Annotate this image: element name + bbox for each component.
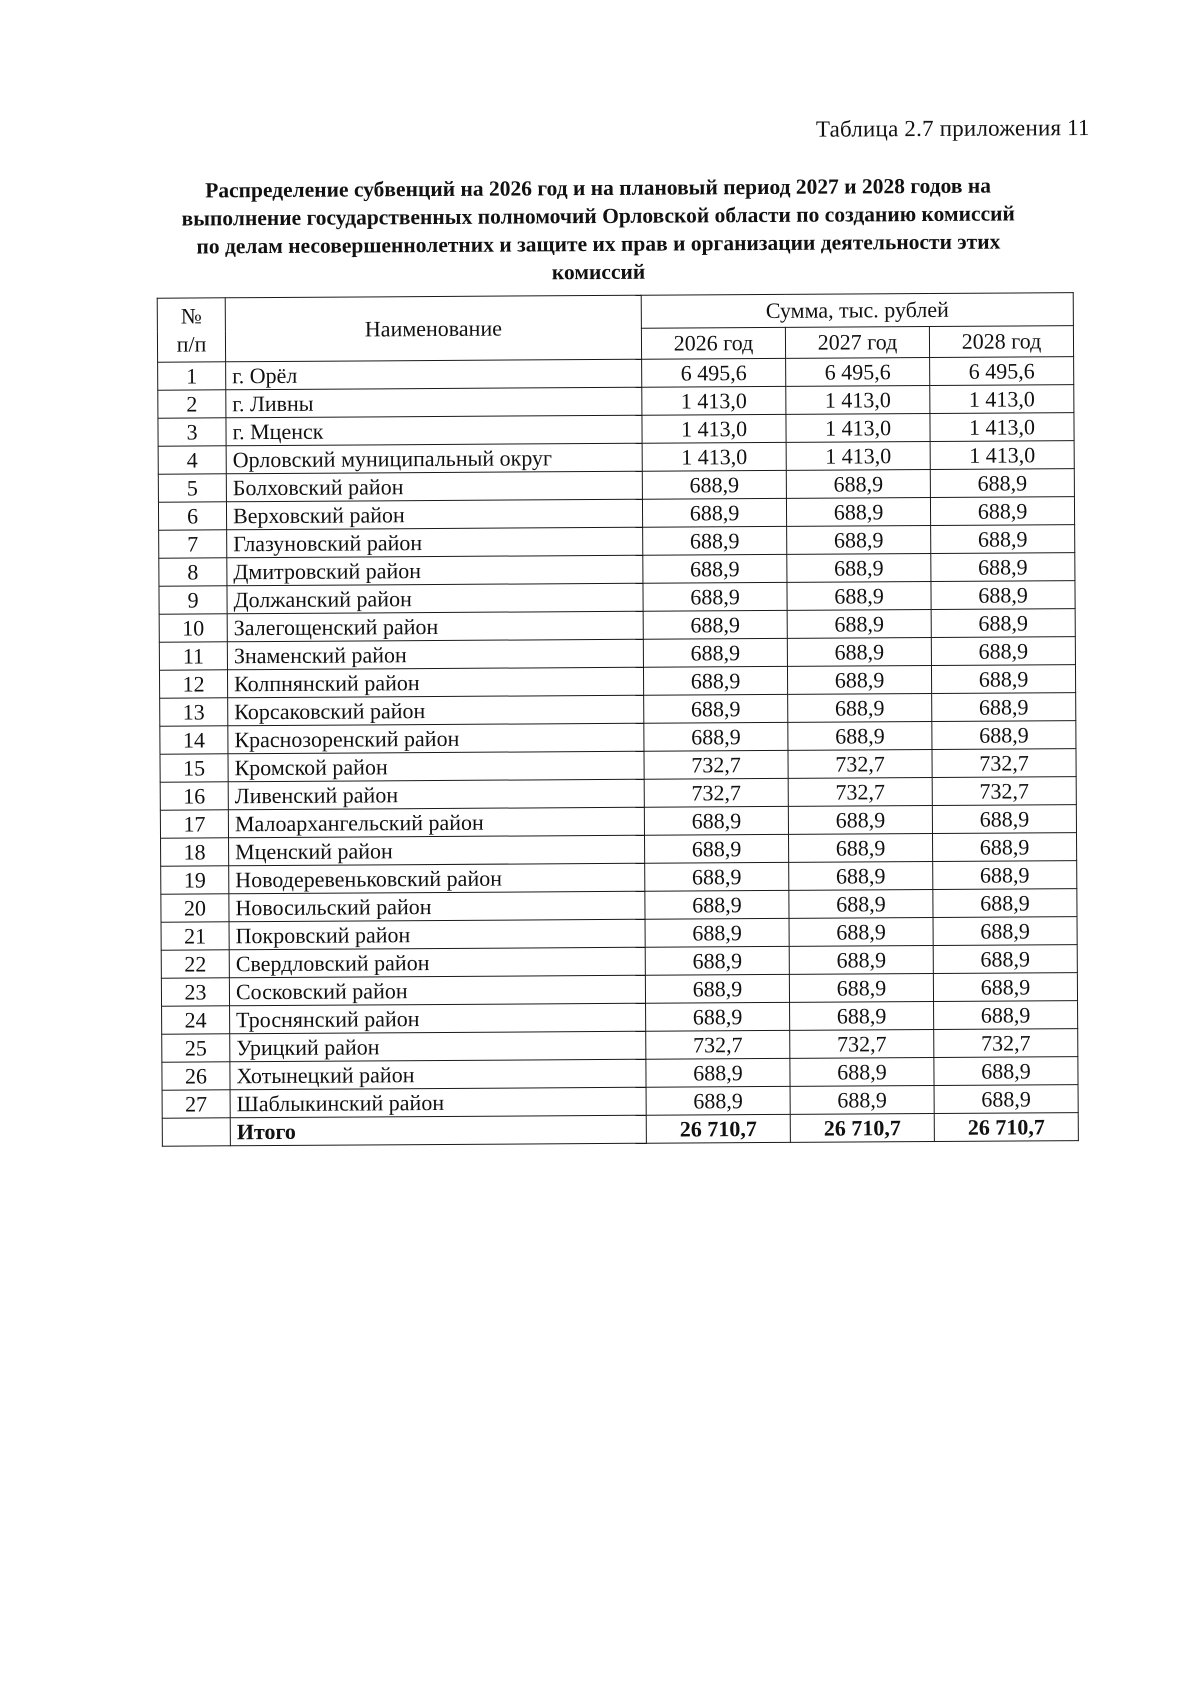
cell-2027: 688,9: [790, 1085, 934, 1114]
table-reference: Таблица 2.7 приложения 11: [815, 115, 1090, 142]
cell-2028: 688,9: [932, 833, 1076, 862]
cell-2027: 688,9: [789, 861, 933, 890]
cell-2027: 688,9: [789, 945, 933, 974]
cell-name: Мценский район: [229, 835, 645, 866]
cell-2027: 732,7: [790, 1029, 934, 1058]
header-num: [157, 298, 225, 362]
cell-2026: 688,9: [646, 1058, 790, 1087]
cell-2027: 688,9: [790, 1057, 934, 1086]
cell-num: 26: [162, 1062, 230, 1090]
cell-name: Краснозоренский район: [228, 723, 644, 754]
cell-num: 22: [161, 950, 229, 978]
cell-2027: 688,9: [789, 973, 933, 1002]
cell-2026: 6 495,6: [642, 358, 786, 387]
cell-2026: 732,7: [644, 750, 788, 779]
cell-2026: 688,9: [643, 638, 787, 667]
cell-2026: 688,9: [643, 554, 787, 583]
total-cell-2028: 26 710,7: [934, 1113, 1078, 1142]
total-cell-2026: 26 710,7: [646, 1114, 790, 1143]
cell-num: 15: [160, 754, 228, 782]
cell-num: 16: [160, 782, 228, 810]
cell-2028: 1 413,0: [930, 441, 1074, 470]
subvention-table: [157, 292, 1079, 1147]
cell-2028: 688,9: [933, 973, 1077, 1002]
cell-2028: 688,9: [934, 1057, 1078, 1086]
cell-2026: 688,9: [643, 526, 787, 555]
cell-name: Покровский район: [229, 919, 645, 950]
header-num-label: № п/п: [176, 302, 207, 357]
cell-name: г. Ливны: [226, 387, 642, 418]
cell-name: Дмитровский район: [227, 555, 643, 586]
cell-2027: 688,9: [788, 833, 932, 862]
cell-2027: 1 413,0: [786, 413, 930, 442]
cell-num: 27: [162, 1090, 230, 1118]
cell-2028: 688,9: [930, 497, 1074, 526]
title-line: комиссий: [551, 259, 646, 285]
cell-2026: 688,9: [644, 722, 788, 751]
cell-2026: 1 413,0: [642, 386, 786, 415]
cell-2028: 688,9: [932, 721, 1076, 750]
cell-name: Залегощенский район: [227, 611, 643, 642]
cell-name: Кромской район: [228, 751, 644, 782]
cell-name: г. Орёл: [226, 359, 642, 390]
cell-2027: 1 413,0: [786, 385, 930, 414]
cell-2026: 688,9: [646, 1002, 790, 1031]
cell-num: 24: [162, 1006, 230, 1034]
cell-2028: 688,9: [933, 861, 1077, 890]
cell-2028: 688,9: [931, 553, 1075, 582]
cell-num: 5: [158, 474, 226, 502]
cell-2026: 688,9: [644, 694, 788, 723]
cell-name: Орловский муниципальный округ: [226, 443, 642, 474]
total-cell-2027: 26 710,7: [790, 1113, 934, 1142]
total-cell-name: Итого: [230, 1115, 646, 1146]
cell-name: г. Мценск: [226, 415, 642, 446]
cell-2026: 1 413,0: [642, 442, 786, 471]
cell-2027: 688,9: [788, 805, 932, 834]
cell-2028: 1 413,0: [930, 385, 1074, 414]
cell-num: 4: [158, 446, 226, 474]
cell-2027: 688,9: [789, 889, 933, 918]
cell-2028: 732,7: [932, 777, 1076, 806]
table-body: [158, 357, 1079, 1147]
cell-name: Колпнянский район: [227, 667, 643, 698]
cell-num: 10: [159, 614, 227, 642]
cell-num: 20: [161, 894, 229, 922]
cell-num: 7: [159, 530, 227, 558]
cell-name: Шаблыкинский район: [230, 1087, 646, 1118]
cell-num: 8: [159, 558, 227, 586]
cell-num: 2: [158, 390, 226, 418]
cell-2027: 688,9: [787, 525, 931, 554]
cell-2027: 688,9: [788, 721, 932, 750]
header-year-2027: 2027 год: [785, 326, 929, 358]
cell-name: Глазуновский район: [227, 527, 643, 558]
cell-2027: 732,7: [788, 749, 932, 778]
cell-num: 1: [158, 362, 226, 390]
cell-2027: 688,9: [787, 637, 931, 666]
header-sum: Сумма, тыс. рублей: [641, 293, 1073, 329]
cell-2028: 688,9: [931, 665, 1075, 694]
cell-2026: 688,9: [643, 582, 787, 611]
cell-num: 11: [159, 642, 227, 670]
cell-2026: 732,7: [646, 1030, 790, 1059]
title-line: Распределение субвенций на 2026 год и на плановый период 2027 и 2028 годов на: [205, 173, 992, 203]
cell-name: Хотынецкий район: [230, 1059, 646, 1090]
cell-name: Троснянский район: [230, 1003, 646, 1034]
cell-2026: 688,9: [646, 1086, 790, 1115]
cell-2028: 688,9: [931, 581, 1075, 610]
cell-2026: 688,9: [643, 610, 787, 639]
cell-2027: 688,9: [787, 665, 931, 694]
cell-2027: 688,9: [786, 497, 930, 526]
total-row: [162, 1113, 1078, 1147]
cell-name: Свердловский район: [229, 947, 645, 978]
cell-num: 3: [158, 418, 226, 446]
cell-2026: 688,9: [645, 862, 789, 891]
cell-2027: 688,9: [787, 581, 931, 610]
cell-2028: 688,9: [933, 889, 1077, 918]
cell-2027: 1 413,0: [786, 441, 930, 470]
cell-name: Новодеревеньковский район: [229, 863, 645, 894]
cell-name: Знаменский район: [227, 639, 643, 670]
cell-name: Ливенский район: [228, 779, 644, 810]
cell-num: 6: [158, 502, 226, 530]
cell-2026: 688,9: [645, 834, 789, 863]
cell-name: Корсаковский район: [228, 695, 644, 726]
cell-num: 12: [159, 670, 227, 698]
cell-num: 25: [162, 1034, 230, 1062]
cell-2028: 6 495,6: [930, 357, 1074, 386]
cell-2028: 732,7: [934, 1029, 1078, 1058]
cell-2027: 732,7: [788, 777, 932, 806]
header-name: Наименование: [225, 295, 641, 362]
title-line: по делам несовершеннолетних и защите их прав и организации деятельности этих: [196, 229, 1001, 259]
cell-2028: 688,9: [932, 805, 1076, 834]
cell-2028: 688,9: [931, 637, 1075, 666]
cell-2026: 688,9: [645, 946, 789, 975]
document-title: [118, 171, 1079, 289]
cell-2027: 688,9: [786, 469, 930, 498]
cell-name: Новосильский район: [229, 891, 645, 922]
cell-2028: 688,9: [931, 525, 1075, 554]
title-line: выполнение государственных полномочий Орловской области по созданию комиссий: [181, 201, 1015, 231]
cell-num: 14: [160, 726, 228, 754]
cell-2026: 1 413,0: [642, 414, 786, 443]
cell-name: Болховский район: [226, 471, 642, 502]
cell-2028: 688,9: [930, 469, 1074, 498]
cell-2028: 732,7: [932, 749, 1076, 778]
total-cell-num: [162, 1118, 230, 1146]
cell-num: 17: [160, 810, 228, 838]
cell-num: 13: [160, 698, 228, 726]
header-year-2026: 2026 год: [641, 327, 785, 359]
cell-2028: 688,9: [934, 1001, 1078, 1030]
cell-2028: 688,9: [934, 1085, 1078, 1114]
cell-2026: 732,7: [644, 778, 788, 807]
cell-num: 23: [161, 978, 229, 1006]
cell-name: Урицкий район: [230, 1031, 646, 1062]
cell-name: Верховский район: [226, 499, 642, 530]
cell-2027: 688,9: [787, 553, 931, 582]
cell-2028: 1 413,0: [930, 413, 1074, 442]
cell-2027: 6 495,6: [786, 357, 930, 386]
cell-2026: 688,9: [642, 498, 786, 527]
header-year-2028: 2028 год: [929, 326, 1073, 358]
cell-num: 18: [161, 838, 229, 866]
cell-2026: 688,9: [645, 890, 789, 919]
cell-num: 9: [159, 586, 227, 614]
cell-name: Малоархангельский район: [228, 807, 644, 838]
cell-name: Сосковский район: [229, 975, 645, 1006]
cell-2027: 688,9: [790, 1001, 934, 1030]
cell-2026: 688,9: [644, 806, 788, 835]
cell-2027: 688,9: [788, 693, 932, 722]
cell-2027: 688,9: [787, 609, 931, 638]
cell-name: Должанский район: [227, 583, 643, 614]
cell-2028: 688,9: [933, 945, 1077, 974]
cell-2027: 688,9: [789, 917, 933, 946]
cell-2026: 688,9: [642, 470, 786, 499]
cell-num: 19: [161, 866, 229, 894]
cell-2028: 688,9: [932, 693, 1076, 722]
cell-2028: 688,9: [933, 917, 1077, 946]
cell-2028: 688,9: [931, 609, 1075, 638]
cell-2026: 688,9: [645, 974, 789, 1003]
cell-2026: 688,9: [645, 918, 789, 947]
cell-2026: 688,9: [643, 666, 787, 695]
cell-num: 21: [161, 922, 229, 950]
